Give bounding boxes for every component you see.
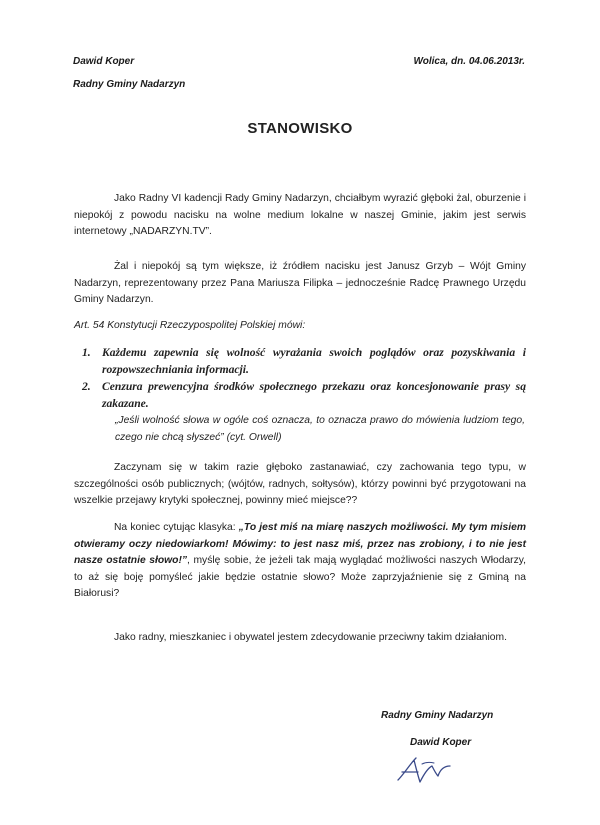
paragraph-5: Jako radny, mieszkaniec i obywatel jestem zdecydowanie przeciwny takim działaniom. [114, 632, 507, 643]
document-title: STANOWISKO [247, 120, 353, 137]
signature-role: Radny Gminy Nadarzyn [381, 710, 494, 721]
signature-flourish [422, 762, 434, 764]
signature-stroke [398, 758, 450, 782]
article-item-number: 1. [82, 346, 91, 359]
header-role: Radny Gminy Nadarzyn [73, 79, 186, 90]
paragraph-4-intro: Na koniec cytując klasyka: [114, 522, 239, 533]
paragraph-4-citation: „To jest miś na miarę naszych możliwości. My tym misiem otwieramy oczy niedowiarkom! Mówimy: to jest nasz miś, przez nas zrobiony, i to nie jest nasze ostatnie słowo!” [74, 522, 526, 566]
signature-name: Dawid Koper [410, 737, 472, 748]
paragraph-4 [74, 520, 526, 603]
article-list [82, 344, 526, 412]
article-item [82, 378, 526, 412]
article-item-text: Każdemu zapewnia się wolność wyrażania swoich poglądów oraz pozyskiwania i rozpowszechniania informacji. [102, 346, 526, 376]
paragraph-3-text: Zaczynam się w takim razie głęboko zastanawiać, czy zachowania tego typu, w szczególności osób publicznych; (wójtów, radnych, sołtysów), którzy powinni być przygotowani na wszelkie przejawy krytyki społecznej, powinny mieć miejsce?? [74, 462, 526, 506]
orwell-quote: „Jeśli wolność słowa w ogóle coś oznacza, to oznacza prawo do mówienia ludziom tego, czego nie chcą słyszeć” (cyt. Orwell) [115, 415, 525, 443]
handwritten-signature [392, 752, 462, 788]
paragraph-2: Żal i niepokój są tym większe, iż źródłem nacisku jest Janusz Grzyb – Wójt Gminy Nadarzyn, reprezentowany przez Pana Mariusza Filipka – jednocześnie Radcę Prawnego Urzędu Gminy Nadarzyn. [74, 261, 526, 305]
paragraph-1: Jako Radny VI kadencji Rady Gminy Nadarzyn, chciałbym wyrazić głęboki żal, oburzenie i niepokój z powodu nacisku na wolne medium lokalne w naszej Gminie, jakim jest serwis internetowy „NADARZYN.TV”. [74, 193, 526, 237]
article-intro: Art. 54 Konstytucji Rzeczypospolitej Polskiej mówi: [74, 320, 306, 331]
header-author: Dawid Koper [73, 56, 135, 67]
article-item-text: Cenzura prewencyjna środków społecznego przekazu oraz koncesjonowanie prasy są zakazane. [102, 380, 526, 410]
article-item [82, 344, 526, 378]
paragraph-4-rest: , myślę sobie, że jeżeli tak mają wyglądać możliwości naszych Włodarzy, to aż się boję pomyśleć jakie będzie ostatnie słowo? Może zaprzyjaźnienie się z Gminą na Białorusi? [74, 555, 526, 599]
paragraph-3 [74, 460, 526, 510]
article-item-number: 2. [82, 380, 91, 393]
header-place-date: Wolica, dn. 04.06.2013r. [413, 56, 525, 67]
